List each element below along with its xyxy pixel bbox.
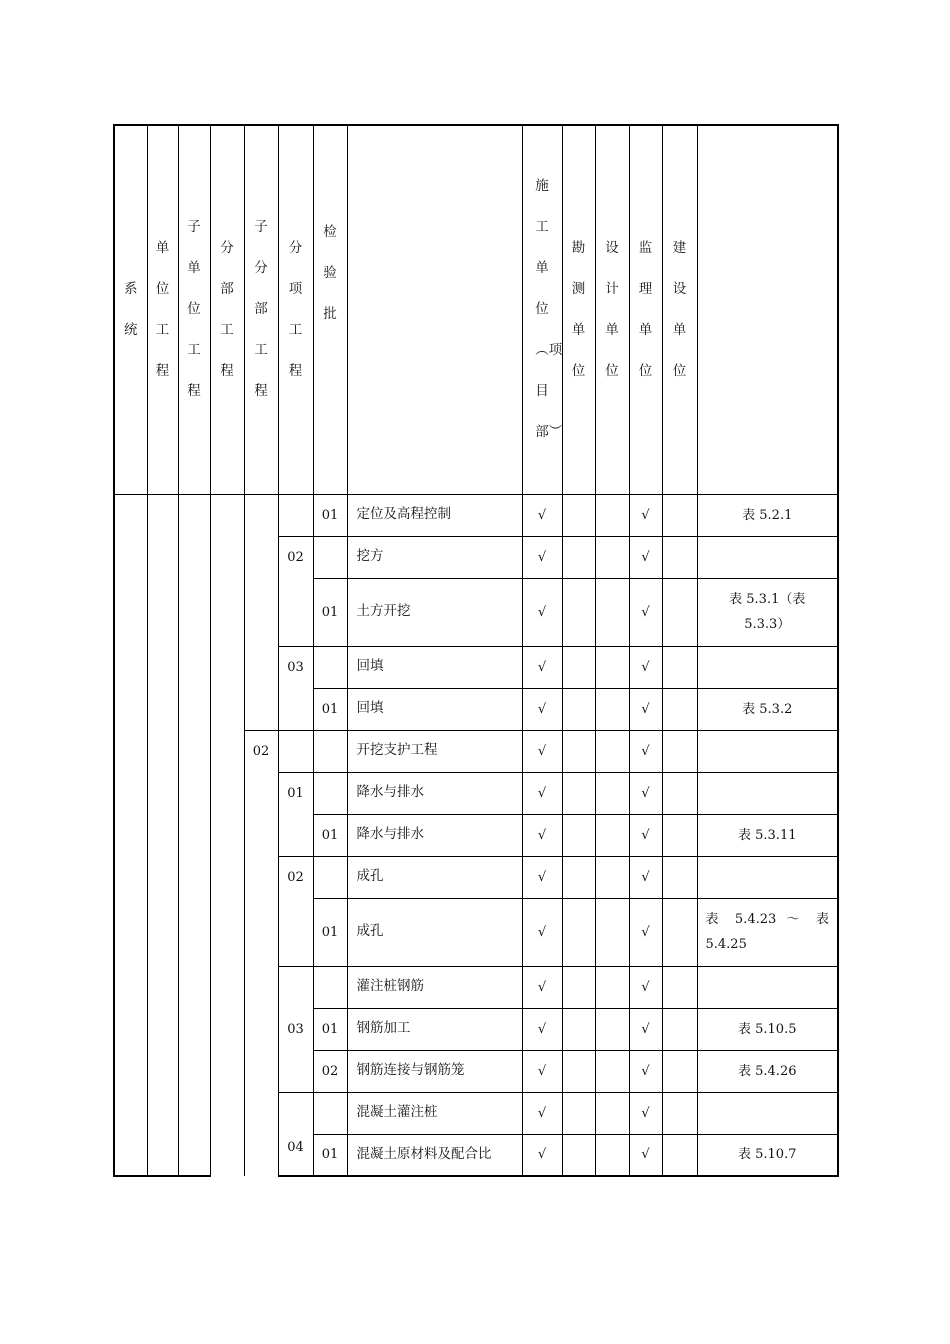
design-cell: [595, 646, 629, 688]
sub-item-code: [278, 730, 313, 772]
item-name: 挖方: [347, 536, 522, 578]
design-cell: [595, 1092, 629, 1134]
lot-code: 01: [313, 1008, 347, 1050]
design-cell: [595, 772, 629, 814]
table-reference: 表 5.3.1（表 5.3.3）: [697, 578, 838, 646]
check-mark-supervision: √: [629, 1134, 662, 1176]
table-reference: 表 5.4.23 ～ 表 5.4.25: [697, 898, 838, 966]
owner-cell: [662, 814, 697, 856]
design-cell: [595, 536, 629, 578]
table-reference: [697, 1092, 838, 1134]
survey-cell: [562, 1050, 595, 1092]
check-mark-supervision: √: [629, 1092, 662, 1134]
header-row: [114, 125, 838, 494]
header-construction-unit: 施工单位︵项目部︶: [522, 125, 562, 494]
survey-cell: [562, 1092, 595, 1134]
sub-division-code: 02: [244, 730, 278, 1176]
check-mark-construction: √: [522, 578, 562, 646]
item-name: 回填: [347, 646, 522, 688]
check-mark-construction: √: [522, 814, 562, 856]
lot-code: [313, 646, 347, 688]
table-reference: 表 5.2.1: [697, 494, 838, 536]
survey-cell: [562, 578, 595, 646]
item-name: 钢筋连接与钢筋笼: [347, 1050, 522, 1092]
unit-project-cell: [147, 494, 178, 1176]
lot-code: [313, 1092, 347, 1134]
item-name: 混凝土灌注桩: [347, 1092, 522, 1134]
lot-code: 02: [313, 1050, 347, 1092]
design-cell: [595, 1008, 629, 1050]
check-mark-supervision: √: [629, 646, 662, 688]
header-division: 分部工程: [210, 125, 244, 494]
owner-cell: [662, 772, 697, 814]
owner-cell: [662, 646, 697, 688]
check-mark-supervision: √: [629, 730, 662, 772]
item-name: 灌注桩钢筋: [347, 966, 522, 1008]
survey-cell: [562, 646, 595, 688]
check-mark-supervision: √: [629, 578, 662, 646]
table-reference: 表 5.10.5: [697, 1008, 838, 1050]
lot-code: 01: [313, 688, 347, 730]
check-mark-supervision: √: [629, 898, 662, 966]
design-cell: [595, 578, 629, 646]
sub-item-code: 04: [278, 1092, 313, 1176]
check-mark-construction: √: [522, 1092, 562, 1134]
lot-code: 01: [313, 1134, 347, 1176]
item-name: 成孔: [347, 856, 522, 898]
survey-cell: [562, 814, 595, 856]
check-mark-construction: √: [522, 688, 562, 730]
sub-item-code: 01: [278, 772, 313, 856]
design-cell: [595, 1050, 629, 1092]
header-sub-item: 分项工程: [278, 125, 313, 494]
item-name: 降水与排水: [347, 814, 522, 856]
lot-code: 01: [313, 898, 347, 966]
owner-cell: [662, 536, 697, 578]
check-mark-supervision: √: [629, 494, 662, 536]
check-mark-construction: √: [522, 1050, 562, 1092]
sub-item-code: 03: [278, 966, 313, 1092]
table-reference: [697, 856, 838, 898]
survey-cell: [562, 536, 595, 578]
header-sub-unit-project: 子单位工程: [178, 125, 210, 494]
header-supervision-unit: 监理单位: [629, 125, 662, 494]
check-mark-construction: √: [522, 898, 562, 966]
table-reference: 表 5.3.2: [697, 688, 838, 730]
lot-code: 01: [313, 578, 347, 646]
owner-cell: [662, 1134, 697, 1176]
table-reference: [697, 730, 838, 772]
owner-cell: [662, 856, 697, 898]
lot-code: 01: [313, 814, 347, 856]
lot-code: [313, 966, 347, 1008]
table-reference: [697, 646, 838, 688]
header-survey-unit: 勘测单位: [562, 125, 595, 494]
owner-cell: [662, 578, 697, 646]
inspection-division-table-container: [113, 124, 839, 1177]
sub-unit-project-cell: [178, 494, 210, 1176]
header-sub-division: 子分部工程: [244, 125, 278, 494]
header-name: [347, 125, 522, 494]
owner-cell: [662, 1008, 697, 1050]
sub-item-code: 02: [278, 856, 313, 966]
sub-item-code: [278, 494, 313, 536]
table-reference: [697, 536, 838, 578]
check-mark-construction: √: [522, 772, 562, 814]
survey-cell: [562, 730, 595, 772]
survey-cell: [562, 856, 595, 898]
check-mark-supervision: √: [629, 1008, 662, 1050]
owner-cell: [662, 688, 697, 730]
table-reference: 表 5.4.26: [697, 1050, 838, 1092]
item-name: 土方开挖: [347, 578, 522, 646]
owner-cell: [662, 898, 697, 966]
item-name: 混凝土原材料及配合比: [347, 1134, 522, 1176]
table-reference: [697, 772, 838, 814]
design-cell: [595, 1134, 629, 1176]
owner-cell: [662, 1050, 697, 1092]
survey-cell: [562, 966, 595, 1008]
system-cell: [114, 494, 147, 1176]
lot-code: 01: [313, 494, 347, 536]
check-mark-supervision: √: [629, 966, 662, 1008]
sub-item-code: 03: [278, 646, 313, 730]
check-mark-supervision: √: [629, 856, 662, 898]
table-reference: [697, 966, 838, 1008]
owner-cell: [662, 730, 697, 772]
header-system: 系统: [114, 125, 147, 494]
design-cell: [595, 966, 629, 1008]
table-reference: 表 5.3.11: [697, 814, 838, 856]
design-cell: [595, 730, 629, 772]
design-cell: [595, 856, 629, 898]
lot-code: [313, 856, 347, 898]
survey-cell: [562, 1008, 595, 1050]
lot-code: [313, 536, 347, 578]
item-name: 降水与排水: [347, 772, 522, 814]
item-name: 回填: [347, 688, 522, 730]
survey-cell: [562, 688, 595, 730]
header-design-unit: 设计单位: [595, 125, 629, 494]
survey-cell: [562, 1134, 595, 1176]
design-cell: [595, 898, 629, 966]
owner-cell: [662, 494, 697, 536]
design-cell: [595, 494, 629, 536]
header-table-ref: [697, 125, 838, 494]
check-mark-supervision: √: [629, 688, 662, 730]
owner-cell: [662, 1092, 697, 1134]
header-inspection-lot: 检验批: [313, 125, 347, 494]
design-cell: [595, 814, 629, 856]
check-mark-supervision: √: [629, 536, 662, 578]
survey-cell: [562, 772, 595, 814]
check-mark-supervision: √: [629, 1050, 662, 1092]
item-name: 成孔: [347, 898, 522, 966]
table-reference: 表 5.10.7: [697, 1134, 838, 1176]
division-cell: [210, 494, 244, 1176]
sub-division-code: [244, 494, 278, 730]
check-mark-construction: √: [522, 966, 562, 1008]
item-name: 开挖支护工程: [347, 730, 522, 772]
sub-item-code: 02: [278, 536, 313, 646]
check-mark-construction: √: [522, 494, 562, 536]
check-mark-construction: √: [522, 1008, 562, 1050]
header-unit-project: 单位工程: [147, 125, 178, 494]
check-mark-supervision: √: [629, 814, 662, 856]
lot-code: [313, 730, 347, 772]
lot-code: [313, 772, 347, 814]
check-mark-construction: √: [522, 1134, 562, 1176]
header-owner-unit: 建设单位: [662, 125, 697, 494]
item-name: 定位及高程控制: [347, 494, 522, 536]
survey-cell: [562, 898, 595, 966]
inspection-division-table: [113, 124, 839, 1177]
item-name: 钢筋加工: [347, 1008, 522, 1050]
table-row: [114, 494, 838, 536]
check-mark-construction: √: [522, 730, 562, 772]
check-mark-supervision: √: [629, 772, 662, 814]
check-mark-construction: √: [522, 646, 562, 688]
survey-cell: [562, 494, 595, 536]
check-mark-construction: √: [522, 856, 562, 898]
check-mark-construction: √: [522, 536, 562, 578]
owner-cell: [662, 966, 697, 1008]
design-cell: [595, 688, 629, 730]
